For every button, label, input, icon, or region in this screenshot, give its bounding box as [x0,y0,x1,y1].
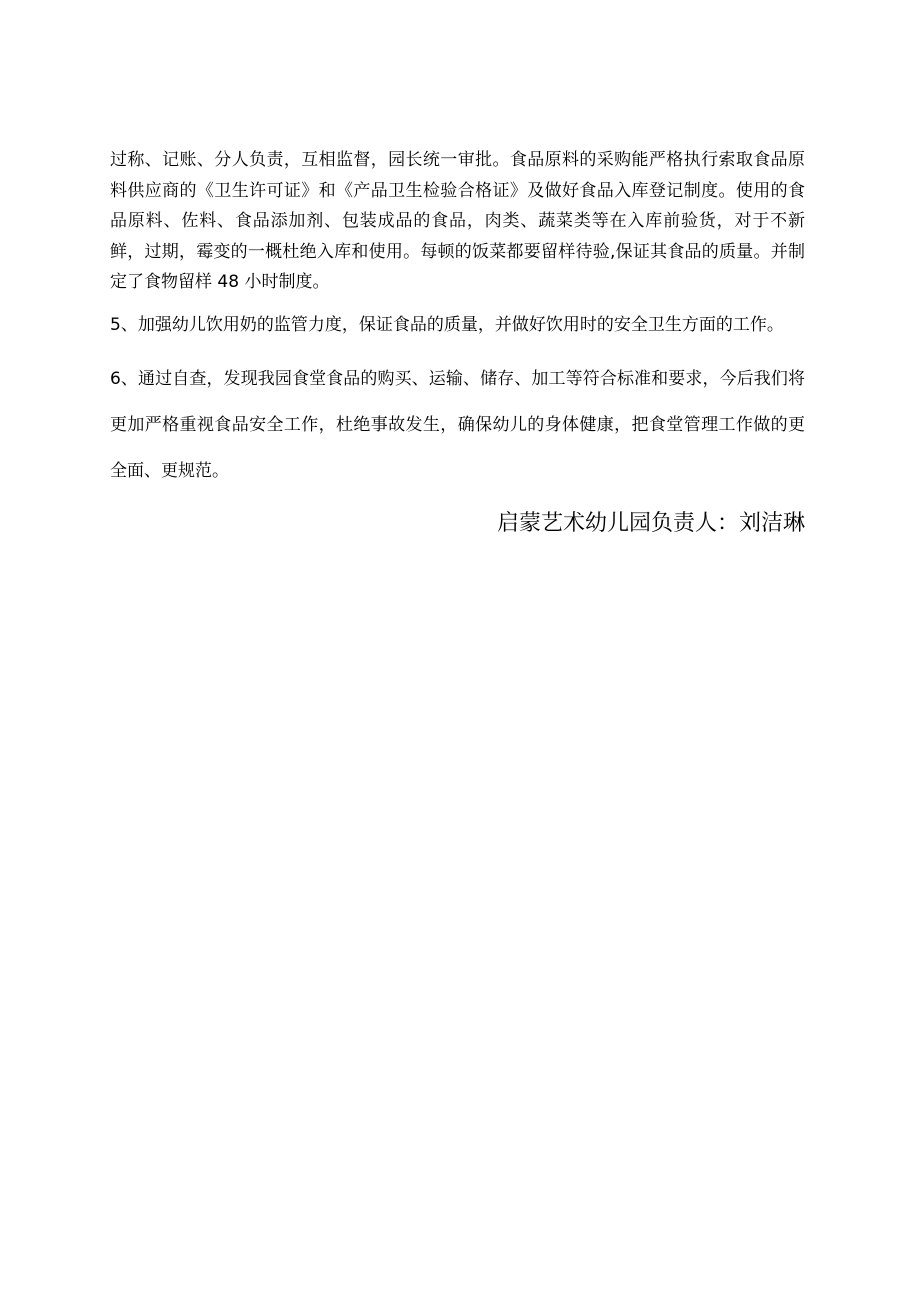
document-page [110,145,805,544]
paragraph-procurement: 过称、记账、分人负责，互相监督，园长统一审批。食品原料的采购能严格执行索取食品原料供应商的《卫生许可证》和《产品卫生检验合格证》及做好食品入库登记制度。使用的食品原料、佐料、食品添加剂、包装成品的食品，肉类、蔬菜类等在入库前验货，对于不新鲜，过期，霉变的一概杜绝入库和使用。每顿的饭菜都要留样待验,保证其食品的质量。并制定了食物留样 48 小时制度。 [110,150,805,292]
signature-line: 启蒙艺术幼儿园负责人：刘洁琳 [496,510,805,536]
paragraph-milk-supervision: 5、加强幼儿饮用奶的监管力度，保证食品的质量，并做好饮用时的安全卫生方面的工作。 [110,314,784,335]
paragraph-self-inspection: 6、通过自查，发现我园食堂食品的购买、运输、储存、加工等符合标准和要求，今后我们将更加严格重视食品安全工作，杜绝事故发生，确保幼儿的身体健康，把食堂管理工作做的更全面、更规范。 [110,368,805,481]
